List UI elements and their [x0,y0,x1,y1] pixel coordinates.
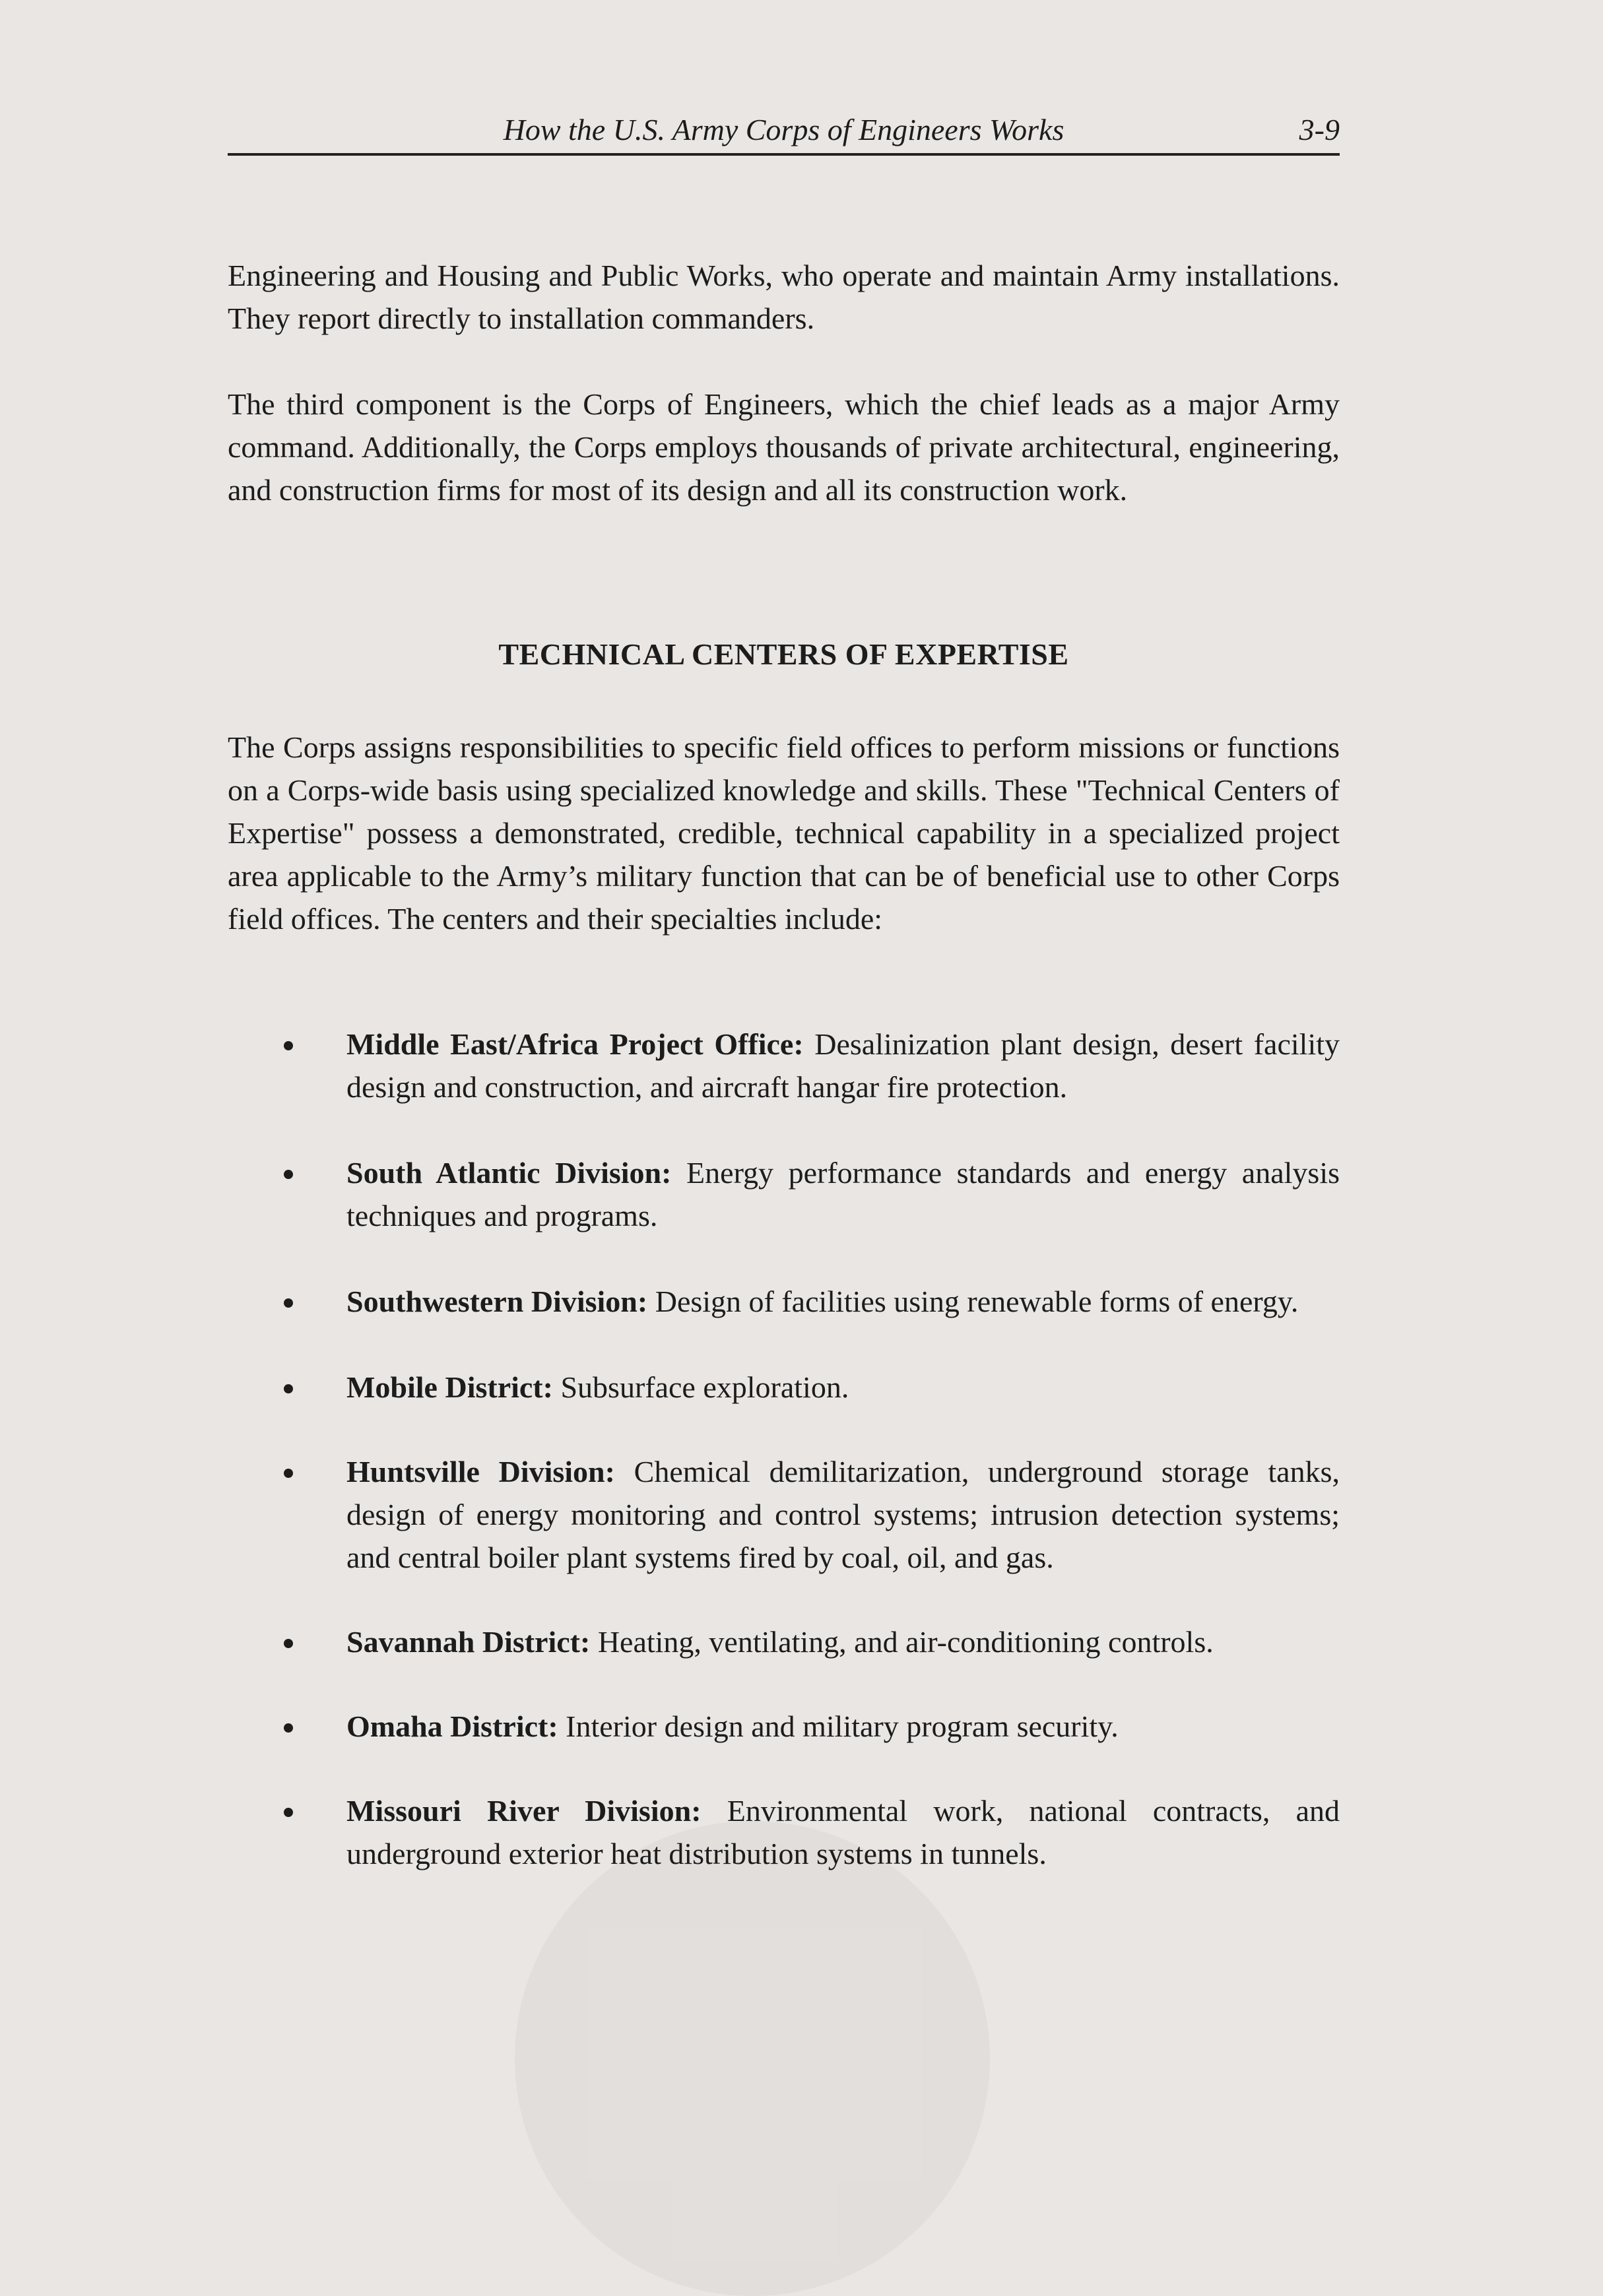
running-header [228,106,1340,156]
bullet-icon [284,1384,293,1393]
paragraph-2: The third component is the Corps of Engineers, which the chief leads as a major Army command. Additionally, the Corps employs thousands of private architectural, engineering, and construction firms for most of its design and all its construction work. [228,387,1340,507]
center-name: South Atlantic Division: [346,1156,672,1190]
paragraph-1: Engineering and Housing and Public Works, who operate and maintain Army installations. They report directly to installation commanders. [228,259,1340,335]
bullet-icon [284,1723,293,1733]
list-item [228,1789,1340,1875]
centers-list [228,1023,1340,1875]
center-specialty: Heating, ventilating, and air-conditioning controls. [597,1625,1214,1659]
center-name: Mobile District: [346,1370,553,1404]
center-specialty: Subsurface exploration. [560,1370,849,1404]
center-specialty: Environmental work, national contracts, and underground exterior heat distribution systems in tunnels. [346,1794,1340,1870]
center-specialty: Chemical demilitarization, underground storage tanks, design of energy monitoring and control systems; intrusion detection systems; and central boiler plant systems fired by coal, oil, and gas. [346,1455,1340,1574]
center-name: Southwestern Division: [346,1285,648,1318]
bullet-icon [284,1298,293,1308]
center-name: Missouri River Division: [346,1794,702,1828]
center-name: Huntsville Division: [346,1455,615,1488]
bleed-through-shape [515,1821,990,2296]
list-item [228,1366,1340,1409]
list-item [228,1151,1340,1237]
center-name: Middle East/Africa Project Office: [346,1027,804,1061]
center-name: Savannah District: [346,1625,591,1659]
section-intro: The Corps assigns responsibilities to specific field offices to perform missions or functions on a Corps-wide basis using specialized knowledge and skills. These "Technical Centers of Expertise" possess a demonstrated, credible, technical capability in a specialized project area applicable to the Army’s military function that can be of beneficial use to other Corps field offices. The centers and their specialties include: [228,730,1340,936]
bullet-icon [284,1041,293,1050]
bullet-icon [284,1469,293,1478]
center-name: Omaha District: [346,1709,558,1743]
section-heading: TECHNICAL CENTERS OF EXPERTISE [498,637,1069,671]
bullet-icon [284,1808,293,1817]
list-item [228,1023,1340,1108]
page-number: 3-9 [1299,113,1340,146]
center-specialty: Energy performance standards and energy analysis techniques and programs. [346,1156,1340,1232]
center-specialty: Interior design and military program security. [566,1709,1119,1743]
center-specialty: Desalinization plant design, desert facility design and construction, and aircraft hangar fire protection. [346,1027,1340,1104]
list-item [228,1705,1340,1748]
center-specialty: Design of facilities using renewable forms of energy. [655,1285,1299,1318]
bullet-icon [284,1639,293,1648]
list-item [228,1280,1340,1323]
bullet-icon [284,1170,293,1179]
header-title: How the U.S. Army Corps of Engineers Works [503,113,1064,146]
list-item [228,1450,1340,1579]
list-item [228,1620,1340,1663]
